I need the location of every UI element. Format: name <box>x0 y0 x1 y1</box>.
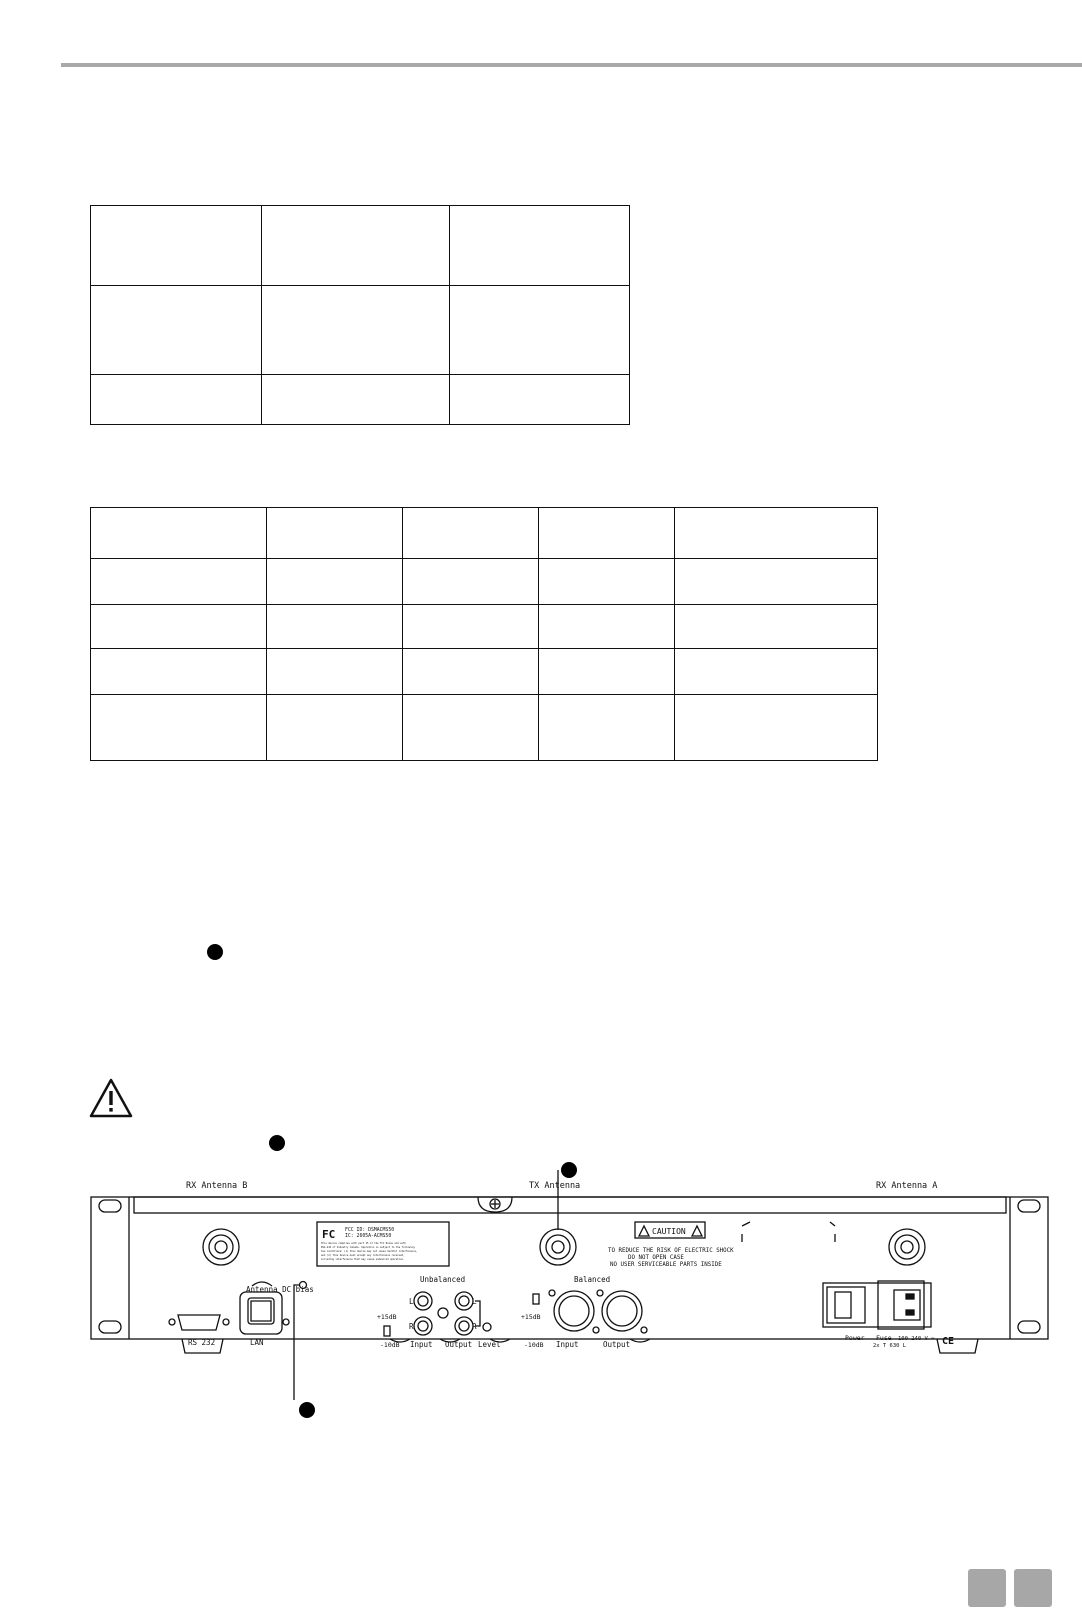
label-minus10db: -10dB <box>380 1341 400 1349</box>
table-cell <box>675 649 878 695</box>
label-power: Power <box>845 1334 865 1342</box>
fcc-text-line: RSS-210 of Industry Canada. Operation is subject to the following <box>321 1246 415 1249</box>
table-cell <box>403 508 539 559</box>
label-antenna-dc-bias: Antenna DC bias <box>246 1285 314 1294</box>
table-cell <box>403 605 539 649</box>
callout-bullet <box>299 1402 315 1418</box>
table-cell <box>539 559 675 605</box>
header-rule <box>61 63 1082 67</box>
label-rx-antenna-a: RX Antenna A <box>876 1181 938 1191</box>
table-top <box>90 205 630 425</box>
label-left: L <box>409 1297 414 1306</box>
fcc-id: FCC ID: DSMACMS50 <box>345 1228 395 1233</box>
label-right: R <box>409 1322 414 1331</box>
label-output-unbalanced: Output <box>445 1340 473 1349</box>
label-unbalanced: Unbalanced <box>420 1275 466 1284</box>
table-cell <box>403 649 539 695</box>
table-cell <box>262 375 450 425</box>
label-rx-antenna-b: RX Antenna B <box>186 1181 248 1191</box>
page-marker-box <box>968 1569 1006 1607</box>
label-input-balanced: Input <box>556 1340 579 1349</box>
table-cell <box>91 605 267 649</box>
table-cell <box>91 375 262 425</box>
table-cell <box>675 695 878 761</box>
label-balanced: Balanced <box>574 1275 611 1284</box>
page-marker-box <box>1014 1569 1052 1607</box>
label-input-unbalanced: Input <box>410 1340 433 1349</box>
caution-line-3: NO USER SERVICEABLE PARTS INSIDE <box>610 1262 722 1268</box>
table-cell <box>403 559 539 605</box>
table-cell <box>262 286 450 375</box>
table-cell <box>91 206 262 286</box>
callout-bullet <box>269 1135 285 1151</box>
fcc-text-line: including interference that may cause undesired operation. <box>321 1258 405 1261</box>
callout-bullet <box>561 1162 577 1178</box>
caution-line-1: TO REDUCE THE RISK OF ELECTRIC SHOCK <box>608 1248 734 1254</box>
table-row <box>91 559 878 605</box>
table-cell <box>267 508 403 559</box>
table-cell <box>267 695 403 761</box>
label-plus15db: +15dB <box>377 1313 397 1321</box>
table-cell <box>267 559 403 605</box>
label-output-balanced: Output <box>603 1340 631 1349</box>
table-cell <box>450 375 630 425</box>
table-cell <box>91 695 267 761</box>
warning-icon <box>89 1078 133 1118</box>
table-cell <box>91 508 267 559</box>
table-cell <box>262 206 450 286</box>
ce-mark: CE <box>942 1336 955 1347</box>
table-cell <box>91 559 267 605</box>
table-cell <box>539 605 675 649</box>
label-rs232: RS 232 <box>188 1338 216 1347</box>
table-cell <box>675 508 878 559</box>
table-cell <box>403 695 539 761</box>
table-cell <box>539 695 675 761</box>
table-cell <box>675 559 878 605</box>
label-voltage: 100-240 V ~ <box>898 1336 935 1342</box>
label-minus10db-bal: -10dB <box>524 1341 544 1349</box>
label-tx-antenna: TX Antenna <box>529 1181 581 1191</box>
table-cell <box>450 206 630 286</box>
table-row <box>91 695 878 761</box>
label-level: Level <box>478 1340 501 1349</box>
table-cell <box>91 286 262 375</box>
label-caution: CAUTION <box>652 1227 686 1236</box>
caution-line-2: DO NOT OPEN CASE <box>628 1255 684 1261</box>
fcc-logo: FC <box>322 1228 336 1241</box>
table-row <box>91 206 630 286</box>
label-fuse-rating: 2x T 630 L <box>873 1343 907 1349</box>
label-left-out: L <box>472 1297 477 1306</box>
table-cell <box>267 649 403 695</box>
table-cell <box>675 605 878 649</box>
table-cell <box>91 649 267 695</box>
table-row <box>91 649 878 695</box>
table-cell <box>539 649 675 695</box>
label-fuse: Fuse <box>876 1334 892 1342</box>
fcc-text-line: two conditions: (1) this device may not cause harmful interference, <box>321 1250 418 1253</box>
table-row <box>91 286 630 375</box>
callout-bullet <box>207 944 223 960</box>
table-row <box>91 375 630 425</box>
table-bottom <box>90 507 878 761</box>
table-cell <box>450 286 630 375</box>
label-lan: LAN <box>250 1338 264 1347</box>
table-cell <box>267 605 403 649</box>
label-plus15db-bal: +15dB <box>521 1313 541 1321</box>
ic-id: IC: 2605A-ACMS50 <box>345 1234 392 1239</box>
table-row <box>91 508 878 559</box>
table-cell <box>539 508 675 559</box>
table-row <box>91 605 878 649</box>
rear-panel-diagram <box>90 1170 1050 1402</box>
fcc-text-line: and (2) this device must accept any interference received, <box>321 1254 405 1257</box>
label-right-out: R <box>472 1322 477 1331</box>
fcc-text-line: This device complies with part 15 of the FCC Rules and with <box>321 1242 406 1245</box>
